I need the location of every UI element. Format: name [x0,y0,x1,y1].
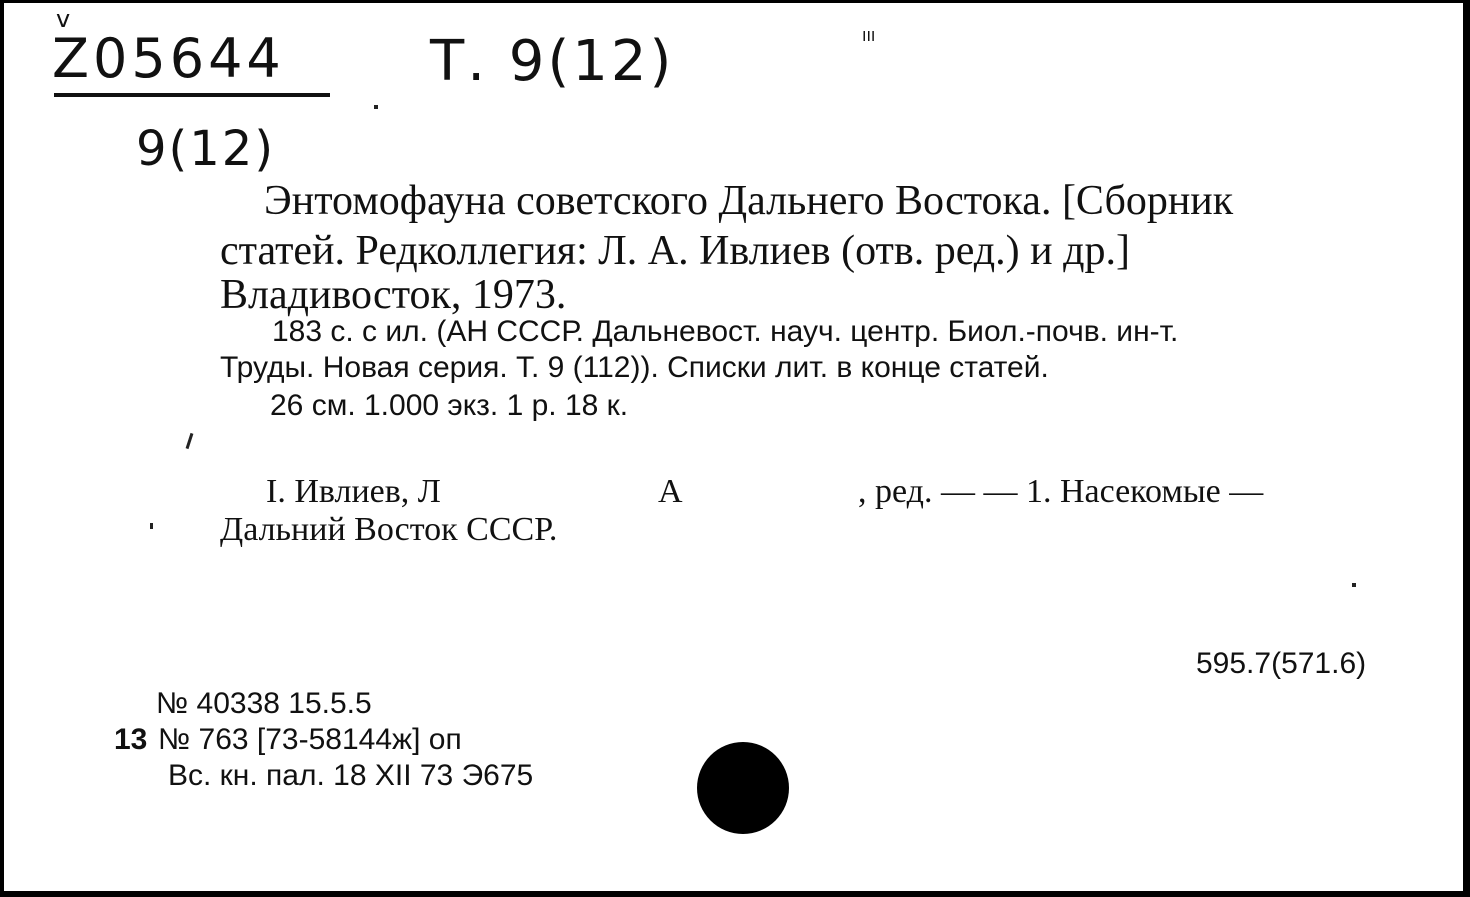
stray-mark [186,433,194,449]
tracing-subject: , ред. — — 1. Насекомые — [858,473,1264,510]
title-line-3: Владивосток, 1973. [220,272,567,318]
tracing-initial: А [658,473,683,510]
tracing-subject-continued: Дальний Восток СССР. [220,511,558,548]
description-line-1: 183 с. с ил. (АН СССР. Дальневост. науч. центр. Биол.-почв. ин-т. [272,315,1179,348]
accession-mark: v [56,5,71,33]
catalog-line: № 763 [73-58144ж] оп [158,723,462,756]
title-line-1: Энтомофауна советского Дальнего Востока. [Сборник [264,178,1234,224]
title-line-2: статей. Редколлегия: Л. А. Ивлиев (отв. ред.) и др.] [220,228,1130,274]
stray-dot [374,105,378,109]
volume-label: Т. 9(12) [430,29,675,94]
description-line-3: 26 см. 1.000 экз. 1 р. 18 к. [270,389,629,422]
catalog-card [4,3,1463,891]
chamber-line: Вс. кн. пал. 18 XII 73 Э675 [168,759,534,792]
punch-hole [697,742,789,834]
stray-dot [150,523,153,529]
udc-classification: 595.7(571.6) [1196,647,1367,680]
accession-number: Z05644 [52,27,285,90]
accession-underline [54,93,330,97]
order-line: № 40338 15.5.5 [156,687,372,720]
stray-dot [1352,583,1356,587]
description-line-2: Труды. Новая серия. Т. 9 (112)). Списки лит. в конце статей. [220,351,1049,384]
shelf-number: 9(12) [136,121,276,177]
margin-scribble: ᴵᴵᴵ [862,27,876,55]
tracing-name: I. Ивлиев, Л [266,473,441,510]
copy-prefix: 13 [114,723,148,756]
